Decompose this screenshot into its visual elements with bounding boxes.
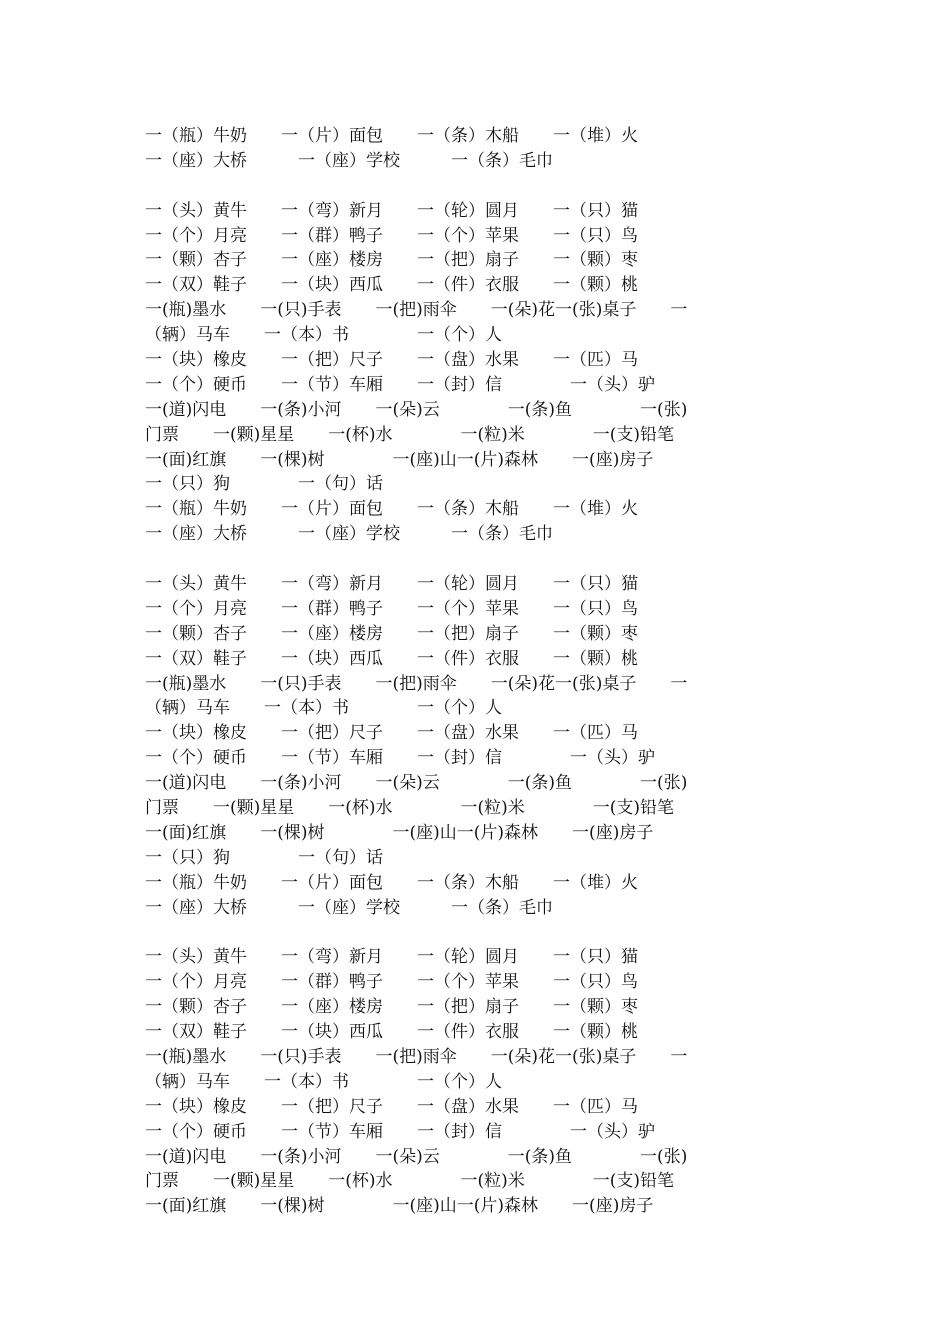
text-line: 一(道)闪电 一(条)小河 一(朵)云 一(条)鱼 一(张) — [145, 399, 688, 420]
text-line: 一(瓶)墨水 一(只)手表 一(把)雨伞 一(朵)花一(张)桌子 一 — [145, 300, 688, 321]
text-line: 一(道)闪电 一(条)小河 一(朵)云 一(条)鱼 一(张) — [145, 1146, 688, 1167]
text-line: 一（双）鞋子 一（块）西瓜 一（件）衣服 一（颗）桃 — [145, 648, 638, 669]
text-line: 一（头）黄牛 一（弯）新月 一（轮）圆月 一（只）猫 — [145, 574, 638, 595]
text-line: 一（个）硬币 一（节）车厢 一（封）信 一（头）驴 — [145, 748, 655, 769]
text-line: 一（颗）杏子 一（座）楼房 一（把）扇子 一（颗）枣 — [145, 623, 638, 644]
text-line: 一（个）月亮 一（群）鸭子 一（个）苹果 一（只）鸟 — [145, 225, 638, 246]
blank-line — [145, 547, 810, 572]
text-line: 一（个）月亮 一（群）鸭子 一（个）苹果 一（只）鸟 — [145, 972, 638, 993]
text-line: 一（瓶）牛奶 一（片）面包 一（条）木船 一（堆）火 — [145, 126, 638, 146]
text-line: 一(面)红旗 一(棵)树 一(座)山一(片)森林 一(座)房子 — [145, 449, 654, 470]
text-line: 门票 一(颗)星星 一(杯)水 一(粒)米 一(支)铅笔 — [145, 424, 675, 445]
text-line: 一（座）大桥 一（座）学校 一（条）毛巾 — [145, 524, 553, 545]
text-line: 一（座）大桥 一（座）学校 一（条）毛巾 — [145, 150, 553, 171]
blank-line — [145, 174, 810, 199]
text-line: 一（头）黄牛 一（弯）新月 一（轮）圆月 一（只）猫 — [145, 200, 638, 221]
text-line: 一（双）鞋子 一（块）西瓜 一（件）衣服 一（颗）桃 — [145, 275, 638, 296]
text-line: 一（座）大桥 一（座）学校 一（条）毛巾 — [145, 897, 553, 918]
text-line: 一（头）黄牛 一（弯）新月 一（轮）圆月 一（只）猫 — [145, 947, 638, 968]
text-line: 一（个）硬币 一（节）车厢 一（封）信 一（头）驴 — [145, 1121, 655, 1142]
text-line: 一（瓶）牛奶 一（片）面包 一（条）木船 一（堆）火 — [145, 872, 638, 893]
text-line: 一（个）硬币 一（节）车厢 一（封）信 一（头）驴 — [145, 374, 655, 395]
text-line: （辆）马车 一（本）书 一（个）人 — [145, 698, 502, 719]
text-line: 一（颗）杏子 一（座）楼房 一（把）扇子 一（颗）枣 — [145, 997, 638, 1018]
text-line: 一（只）狗 一（句）话 — [145, 847, 383, 868]
text-line: 一(面)红旗 一(棵)树 一(座)山一(片)森林 一(座)房子 — [145, 822, 654, 843]
text-line: 一(瓶)墨水 一(只)手表 一(把)雨伞 一(朵)花一(张)桌子 一 — [145, 1046, 688, 1067]
document-page — [145, 124, 810, 1219]
blank-line — [145, 921, 810, 946]
text-line: 一（双）鞋子 一（块）西瓜 一（件）衣服 一（颗）桃 — [145, 1022, 638, 1043]
text-line: 一(瓶)墨水 一(只)手表 一(把)雨伞 一(朵)花一(张)桌子 一 — [145, 673, 688, 694]
text-line: （辆）马车 一（本）书 一（个）人 — [145, 1071, 502, 1092]
text-line: 一（块）橡皮 一（把）尺子 一（盘）水果 一（匹）马 — [145, 1096, 638, 1117]
text-line: 一(道)闪电 一(条)小河 一(朵)云 一(条)鱼 一(张) — [145, 773, 688, 794]
text-line: 一(面)红旗 一(棵)树 一(座)山一(片)森林 一(座)房子 — [145, 1196, 654, 1217]
text-line: （辆）马车 一（本）书 一（个）人 — [145, 325, 502, 346]
text-line: 门票 一(颗)星星 一(杯)水 一(粒)米 一(支)铅笔 — [145, 1171, 675, 1192]
text-line: 一（块）橡皮 一（把）尺子 一（盘）水果 一（匹）马 — [145, 350, 638, 371]
text-line: 一（个）月亮 一（群）鸭子 一（个）苹果 一（只）鸟 — [145, 598, 638, 619]
text-line: 一（颗）杏子 一（座）楼房 一（把）扇子 一（颗）枣 — [145, 250, 638, 271]
text-line: 一（只）狗 一（句）话 — [145, 474, 383, 495]
text-line: 门票 一(颗)星星 一(杯)水 一(粒)米 一(支)铅笔 — [145, 798, 675, 819]
text-line: 一（瓶）牛奶 一（片）面包 一（条）木船 一（堆）火 — [145, 499, 638, 520]
text-line: 一（块）橡皮 一（把）尺子 一（盘）水果 一（匹）马 — [145, 723, 638, 744]
